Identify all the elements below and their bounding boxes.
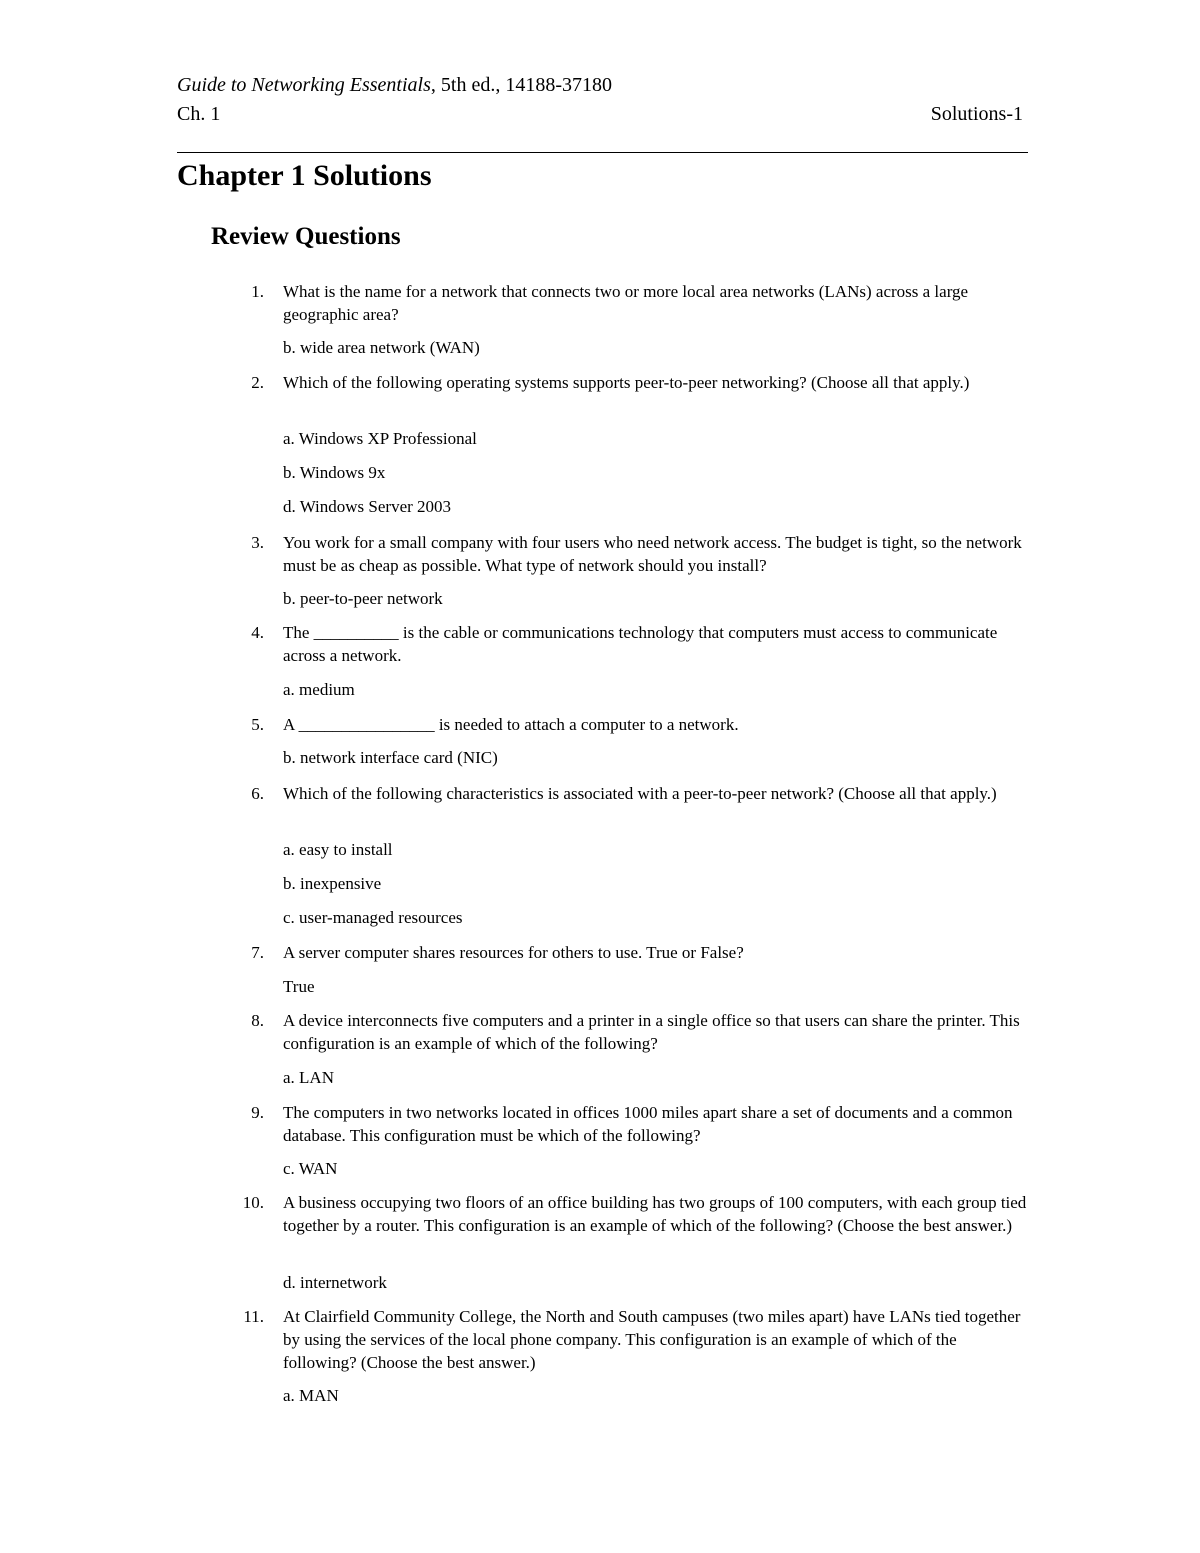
answer-text: b. inexpensive [283, 874, 382, 893]
answer-text: a. MAN [283, 1386, 339, 1405]
question-number: 9. [251, 1103, 264, 1122]
answer-text: a. easy to install [283, 840, 393, 859]
question-text: A ________________ is needed to attach a computer to a network. [283, 715, 739, 734]
question-text: What is the name for a network that connects two or more local area networks (LANs) across a large geographic area? [283, 282, 969, 324]
chapter-ref: Ch. 1 [177, 103, 221, 125]
question-text: The __________ is the cable or communications technology that computers must access to communicate across a network. [283, 623, 998, 665]
running-header-book [177, 72, 612, 98]
header-divider [177, 152, 1028, 153]
answer-text: d. internetwork [283, 1273, 387, 1292]
question-text: Which of the following characteristics is associated with a peer-to-peer network? (Choose all that apply.) [283, 784, 997, 803]
question-number: 5. [251, 715, 264, 734]
question-text: A business occupying two floors of an office building has two groups of 100 computers, with each group tied together by a router. This configuration is an example of which of the following? (Choose the best answer.) [283, 1193, 1027, 1235]
question-text: A server computer shares resources for others to use. True or False? [283, 943, 744, 962]
question-number: 4. [251, 623, 264, 642]
answer-text: d. Windows Server 2003 [283, 497, 452, 516]
question-number: 8. [251, 1011, 264, 1030]
question-number: 3. [251, 533, 264, 552]
section-title: Review Questions [211, 223, 401, 250]
question-number: 10. [242, 1193, 264, 1212]
answer-text: a. Windows XP Professional [283, 429, 477, 448]
chapter-title: Chapter 1 Solutions [177, 159, 432, 192]
answer-text: c. WAN [283, 1159, 338, 1178]
question-text: You work for a small company with four users who need network access. The budget is tight, so the network must be as cheap as possible. What type of network should you install? [283, 533, 1022, 575]
question-number: 1. [251, 282, 264, 301]
running-header-refs [177, 101, 1023, 127]
question-text: Which of the following operating systems supports peer-to-peer networking? (Choose all that apply.) [283, 373, 970, 392]
answer-text: b. wide area network (WAN) [283, 338, 480, 357]
question-text: The computers in two networks located in offices 1000 miles apart share a set of documents and a common database. This configuration must be which of the following? [283, 1103, 1013, 1145]
question-text: A device interconnects five computers and a printer in a single office so that users can share the printer. This configuration is an example of which of the following? [283, 1011, 1020, 1053]
question-text: At Clairfield Community College, the North and South campuses (two miles apart) have LANs tied together by using the services of the local phone company. This configuration is an example of which of the following? (Choose the best answer.) [283, 1307, 1021, 1372]
answer-text: a. LAN [283, 1068, 334, 1087]
answer-text: a. medium [283, 680, 355, 699]
answer-text: True [283, 977, 315, 996]
book-details: , 5th ed., 14188-37180 [430, 74, 612, 96]
question-number: 7. [251, 943, 264, 962]
book-title: Guide to Networking Essentials [177, 74, 431, 96]
answer-text: b. Windows 9x [283, 463, 386, 482]
page-ref: Solutions-1 [930, 103, 1023, 125]
answer-text: b. peer-to-peer network [283, 589, 443, 608]
answer-text: c. user-managed resources [283, 908, 463, 927]
question-number: 6. [251, 784, 264, 803]
question-number: 11. [243, 1307, 264, 1326]
answer-text: b. network interface card (NIC) [283, 748, 498, 767]
question-number: 2. [251, 373, 264, 392]
